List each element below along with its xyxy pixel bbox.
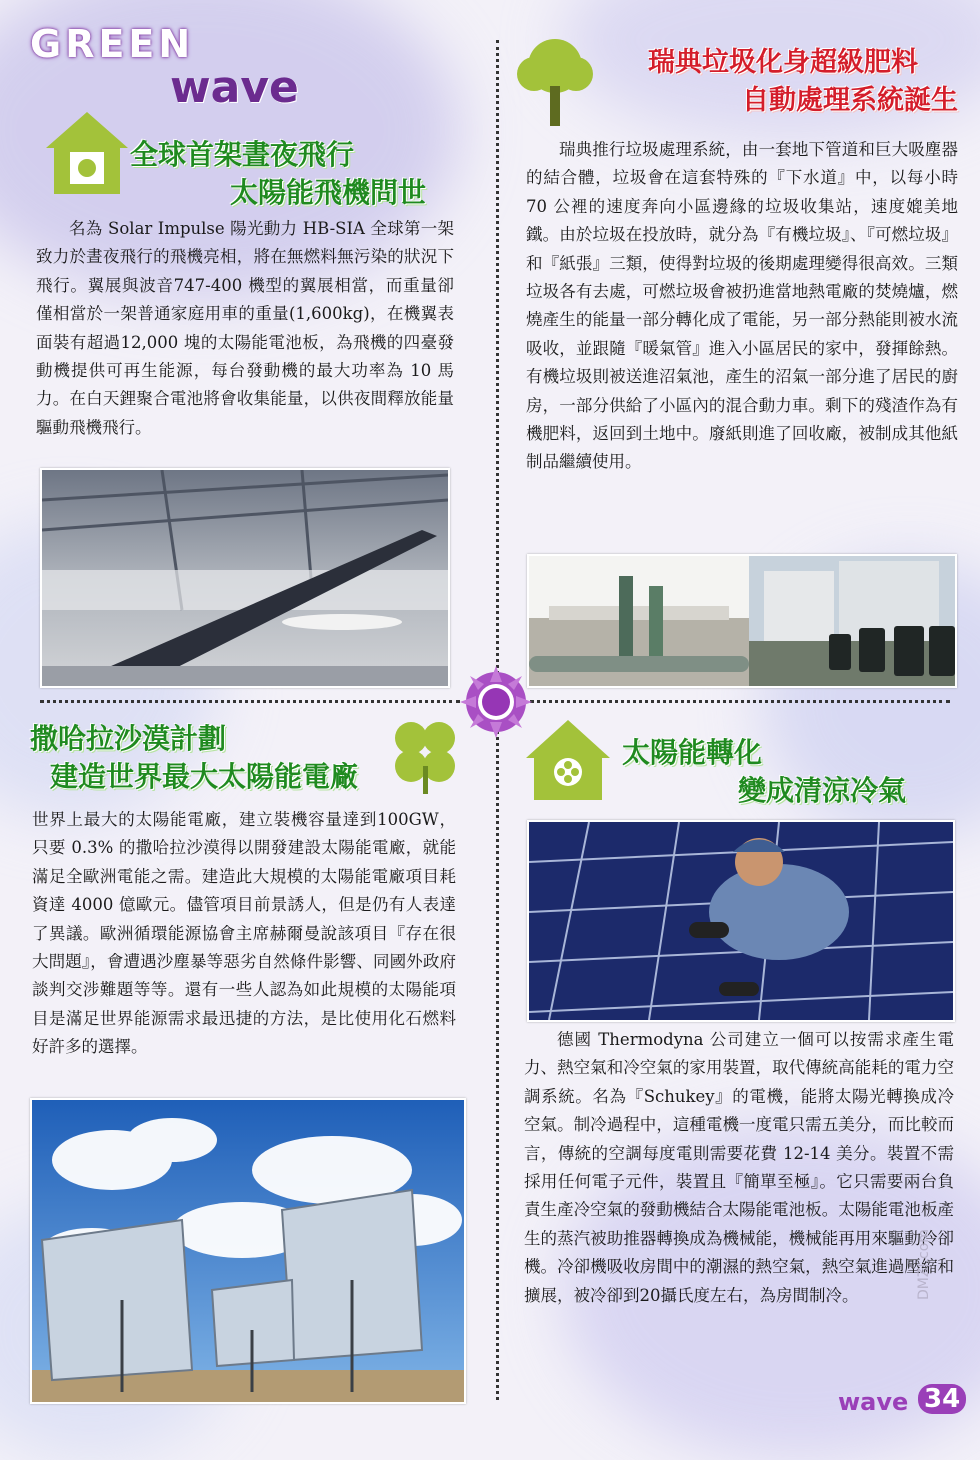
column-divider-top [496,40,499,680]
clover-icon [386,716,464,796]
solar-dish-photo [30,1098,466,1404]
article1-title [130,136,440,212]
article4-body: 德國 Thermodyna 公司建立一個可以按需求產生電力、熱空氣和冷空氣的家用裝置，取代傳統高能耗的電力空調系統。名為『Schukey』的電機，能將太陽光轉換成冷空氣。制冷過程中，這種電機一度電只需五美分，而比較而言，傳統的空調每度電則需要花費 12-14 美分。裝置不需採用任何電子元件，裝置且『簡單至極』。它只需要兩台負責生產冷空氣的發動機結合太陽能電池板。太陽能電池板產生的蒸汽被助推器轉換成為機械能，機械能再用來驅動冷卻機。冷卻機吸收房間中的潮濕的熱空氣，熱空氣進過壓縮和擴展，被冷卻到20攝氏度左右，為房間制冷。 [524,1030,954,1305]
house-leaf-icon [42,108,132,198]
masthead-wave: wave [170,62,299,113]
page-number: 34 [918,1384,966,1414]
article2-title-line1: 瑞典垃圾化身超級肥料 [648,47,918,78]
masthead-green: GREEN [30,22,195,66]
house-flower-icon [522,716,614,804]
article3-title-line1: 撒哈拉沙漠計劃 [30,722,227,755]
masthead [30,22,330,117]
column-divider-bottom [496,720,499,1400]
article4-title [622,734,942,810]
tree-icon [514,36,596,132]
row-divider-left [40,700,460,703]
solar-panel-worker-photo [527,820,955,1022]
row-divider-right [530,700,950,703]
article3-title [30,720,390,796]
article1-body: 名為 Solar Impulse 陽光動力 HB-SIA 全球第一架致力於晝夜飛行的飛機亮相，將在無燃料無污染的狀況下飛行。翼展與波音747-400 機型的翼展相當，而重量卻僅相當於一架普通家庭用車的重量(1,600kg)，在機翼表面裝有超過12,000 塊的太陽能電池板，為飛機的四臺發動機提供可再生能源，每台發動機的最大功率為 10 馬力。在白天鋰聚合電池將會收集能量，以供夜間釋放能量驅動飛機飛行。 [36,219,454,437]
article2-title-line2: 自動處理系統誕生 [742,85,958,116]
article2-title [590,44,958,120]
footer-brand: wave [838,1388,909,1416]
article1-title-line1: 全球首架晝夜飛行 [130,138,355,171]
article3-body: 世界上最大的太陽能電廠，建立裝機容量達到100GW，只要 0.3% 的撒哈拉沙漠得以開發建設太陽能電廠，就能滿足全歐洲電能之需。建造此大規模的太陽能電廠項目耗資達 4000 億歐元。儘管項目前景誘人，但是仍有人表達了異議。歐洲循環能源協會主席赫爾曼說該項目『存在很大問題』，會遭遇沙塵暴等惡劣自然條件影響、同國外政府談判交涉難題等等。還有一些人認為如此規模的太陽能項目是滿足世界能源需求最迅捷的方法，是比使用化石燃料好許多的選擇。 [32,810,456,1057]
waste-system-photo [527,554,957,688]
article3-title-line2: 建造世界最大太陽能電廠 [50,760,359,793]
article1-title-line2: 太陽能飛機問世 [230,176,427,209]
article2-body: 瑞典推行垃圾處理系統，由一套地下管道和巨大吸塵器的結合體，垃圾會在這套特殊的『下水道』中，以每小時 70 公裡的速度奔向小區邊緣的垃圾收集站，速度媲美地鐵。由於垃圾在投放時，就分為『有機垃圾』、『可燃垃圾』和『紙張』三類，使得對垃圾的後期處理變得很高效。三類垃圾各有去處，可燃垃圾會被扔進當地熱電廠的焚燒爐，燃燒產生的能量一部分轉化成了電能，另一部分熱能則被水流吸收，並跟隨『暖氣管』進入小區居民的家中，發揮餘熱。有機垃圾則被送進沼氣池，產生的沼氣一部分進了居民的廚房，一部分供給了小區內的混合動力車。剩下的殘渣作為有機肥料，返回到土地中。廢紙則進了回收廠，被制成其他紙制品繼續使用。 [526,140,958,472]
watermark: DMZJ.com [916,1229,932,1300]
article4-title-line2: 變成清涼冷氣 [738,774,907,807]
solar-plane-photo [40,468,450,688]
article4-title-line1: 太陽能轉化 [622,736,763,769]
